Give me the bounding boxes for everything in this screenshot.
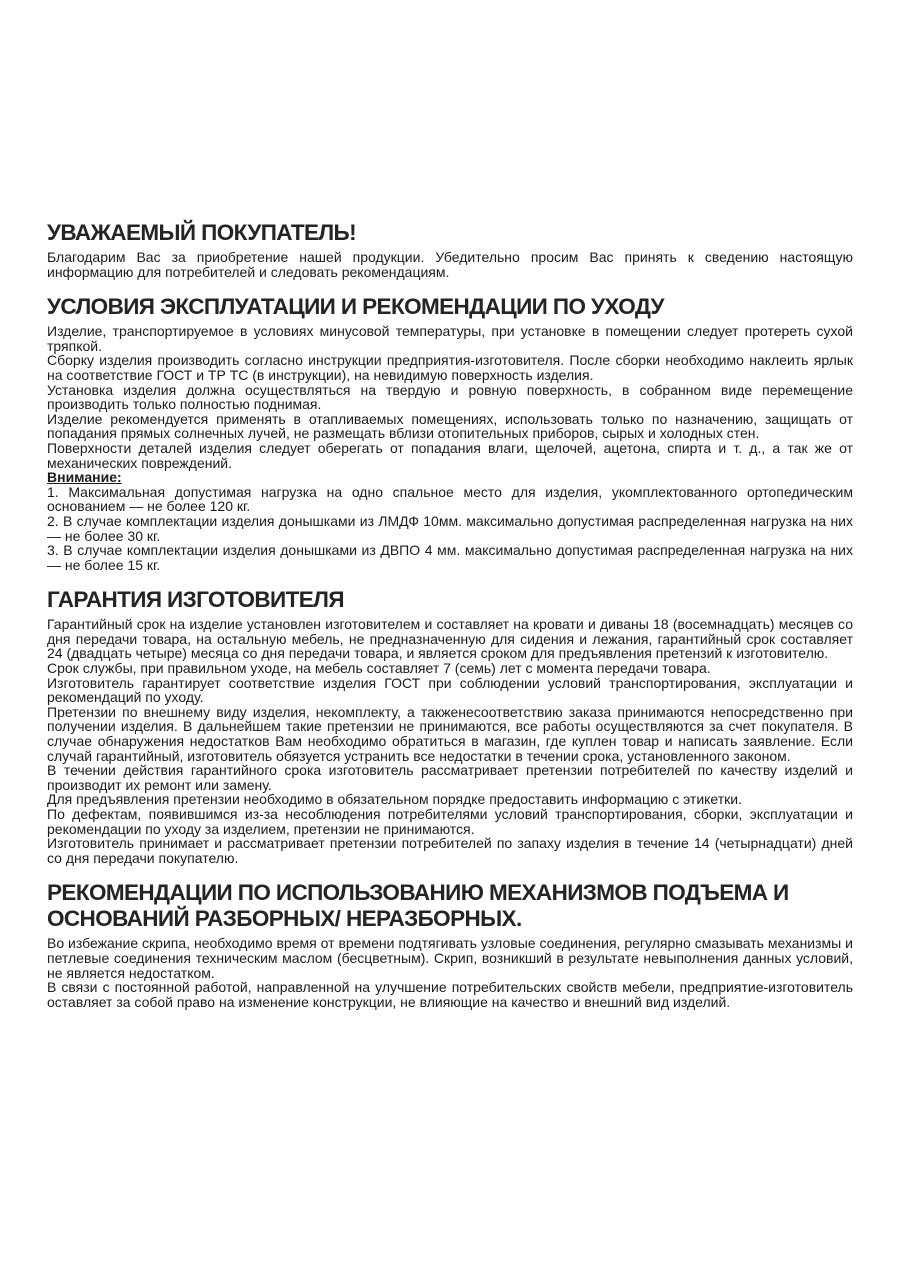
warranty-paragraph: Срок службы, при правильном уходе, на мебель составляет 7 (семь) лет с момента передачи товара. — [47, 660, 711, 677]
care-paragraph: Изделие, транспортируемое в условиях минусовой температуры, при установке в помещении следует протереть сухой тряпкой. — [47, 323, 853, 354]
mechanisms-heading: РЕКОМЕНДАЦИИ ПО ИСПОЛЬЗОВАНИЮ МЕХАНИЗМОВ ПОДЪЕМА И ОСНОВАНИЙ РАЗБОРНЫХ/ НЕРАЗБОРНЫХ. — [47, 880, 789, 932]
mechanisms-paragraph: Во избежание скрипа, необходимо время от времени подтягивать узловые соединения, регулярно смазывать механизмы и петлевые соединения техническим маслом (бесцветным). Скрип, возникший в результате невыполнения данных условий, не является недостатком. — [47, 935, 853, 981]
care-paragraph: Изделие рекомендуется применять в отапливаемых помещениях, использовать только по назначению, защищать от попадания прямых солнечных лучей, не размещать вблизи отопительных приборов, сырых и холодных стен. — [47, 410, 853, 442]
section-care-conditions — [47, 294, 853, 572]
warranty-heading: ГАРАНТИЯ ИЗГОТОВИТЕЛЯ — [47, 587, 344, 613]
attention-item: 3. В случае комплектации изделия донышками из ДВПО 4 мм. максимально допустимая распределенная нагрузка на них — не более 15 кг. — [47, 542, 853, 573]
greeting-paragraph: Благодарим Вас за приобретение нашей продукции. Убедительно просим Вас принять к сведению настоящую информацию для потребителей и следовать рекомендациям. — [47, 249, 853, 280]
warranty-paragraph: В течении действия гарантийного срока изготовитель рассматривает претензии потребителей по качеству изделий и производит их ремонт или замену. — [47, 762, 853, 793]
care-paragraph: Поверхности деталей изделия следует оберегать от попадания влаги, щелочей, ацетона, спирта и т. д., а так же от механических повреждений. — [47, 439, 853, 471]
warranty-paragraph: По дефектам, появившимся из-за несоблюдения потребителями условий транспортирования, сборки, эксплуатации и рекомендации по уходу за изделием, претензии не принимаются. — [47, 806, 853, 837]
attention-item: 2. В случае комплектации изделия донышками из ЛМДФ 10мм. максимально допустимая распределенная нагрузка на них — не более 30 кг. — [47, 512, 853, 544]
warranty-paragraph: Изготовитель принимает и рассматривает претензии потребителей по запаху изделия в течение 14 (четырнадцати) дней со дня передачи покупателю. — [47, 835, 853, 866]
warranty-paragraph: Претензии по внешнему виду изделия, некомплекту, а такженесоответствию заказа принимаются непосредственно при получении изделия. В дальнейшем такие претензии не принимаются, все работы осуществляются за счет покупателя. В случае обнаружения недостатков Вам необходимо обратиться в магазин, где куплен товар и написать заявление. Если случай гарантийный, изготовитель обязуется устранить все недостатки в течении срока, установленного законом. — [47, 703, 853, 764]
mechanisms-paragraph: В связи с постоянной работой, направленной на улучшение потребительских свойств мебели, предприятие-изготовитель оставляет за собой право на изменение конструкции, не влияющие на качество и внешний вид изделий. — [47, 979, 853, 1010]
warranty-paragraph: Гарантийный срок на изделие установлен изготовителем и составляет на кровати и диваны 18 (восемнадцать) месяцев со дня передачи товара, на остальную мебель, не предназначенную для сидения и лежания, гарантийный срок составляет 24 (двадцать четыре) месяца со дня передачи товара, и является сроком для предъявления претензий к изготовителю. — [47, 616, 853, 662]
section-mechanisms — [47, 880, 853, 1009]
care-heading: УСЛОВИЯ ЭКСПЛУАТАЦИИ И РЕКОМЕНДАЦИИ ПО УХОДУ — [47, 294, 664, 320]
attention-item: 1. Максимальная допустимая нагрузка на одно спальное место для изделия, укомплектованного ортопедическим основанием — не более 120 кг. — [47, 483, 853, 515]
care-paragraph: Сборку изделия производить согласно инструкции предприятия-изготовителя. После сборки необходимо наклеить ярлык на соответствие ГОСТ и ТР ТС (в инструкции), на невидимую поверхность изделия. — [47, 352, 853, 383]
attention-label: Внимание: — [47, 469, 122, 486]
care-paragraph: Установка изделия должна осуществляться на твердую и ровную поверхность, в собранном виде перемещение производить только полностью поднимая. — [47, 381, 853, 413]
section-greeting — [47, 220, 853, 279]
section-warranty — [47, 587, 853, 865]
warranty-paragraph: Изготовитель гарантирует соответствие изделия ГОСТ при соблюдении условий транспортирования, эксплуатации и рекомендаций по уходу. — [47, 674, 853, 706]
warranty-paragraph: Для предъявления претензии необходимо в обязательном порядке предоставить информацию с этикетки. — [47, 791, 742, 808]
greeting-heading: УВАЖАЕМЫЙ ПОКУПАТЕЛЬ! — [47, 220, 357, 245]
